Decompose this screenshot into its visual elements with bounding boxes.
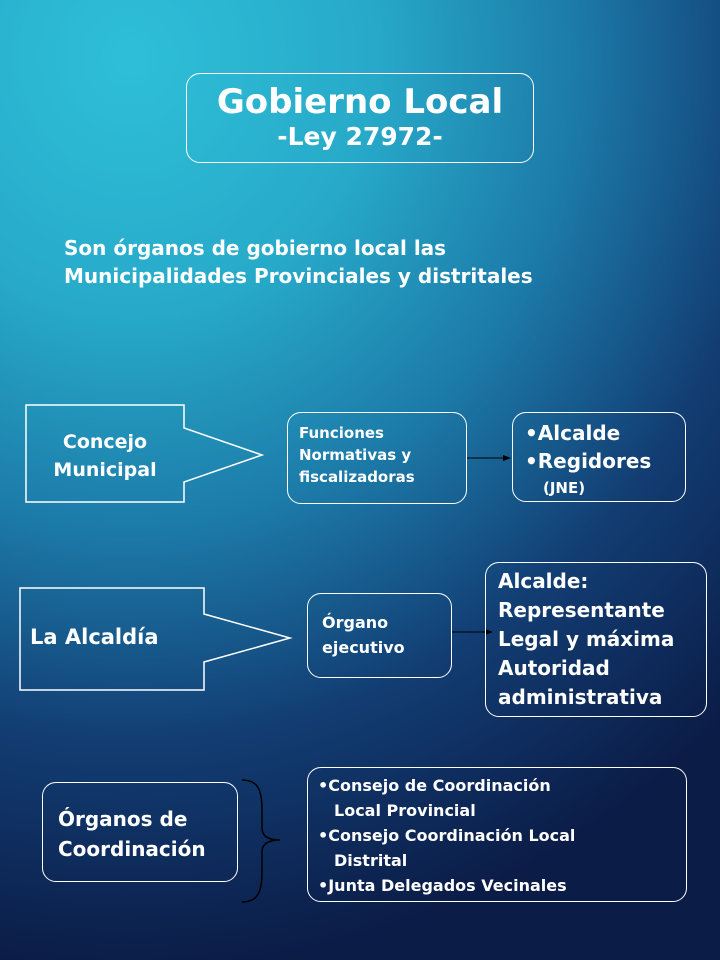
- alcalde-line-3: Legal y máxima: [498, 627, 675, 651]
- bullet-regidores: •Regidores: [525, 449, 652, 473]
- coordinacion-line-2: Coordinación: [58, 837, 206, 861]
- organos-coordinacion-box: [42, 782, 238, 882]
- alcalde-line-2: Representante: [498, 598, 665, 622]
- organo-line-1: Órgano: [322, 613, 389, 632]
- funciones-box: [287, 412, 467, 504]
- coordinacion-line-1: Órganos de: [58, 807, 188, 831]
- concejo-line-2: Municipal: [53, 459, 157, 481]
- funciones-line-2: Normativas y: [299, 446, 412, 464]
- page-subtitle: -Ley 27972-: [277, 122, 443, 151]
- organo-line-2: ejecutivo: [322, 638, 405, 657]
- alcalde-regidores-box: [512, 412, 686, 502]
- page-title: Gobierno Local: [216, 82, 504, 122]
- alcalde-line-4: Autoridad: [498, 656, 610, 680]
- alcalde-line-5: administrativa: [498, 685, 663, 709]
- item-consejo-distrital: •Consejo Coordinación Local: [318, 826, 576, 845]
- item-junta-delegados: •Junta Delegados Vecinales: [318, 876, 567, 895]
- concejo-line-1: Concejo: [62, 431, 148, 453]
- title-box: [186, 73, 534, 163]
- consejos-box: [307, 767, 687, 902]
- bullet-alcalde: •Alcalde: [525, 421, 621, 445]
- bracket-shape: [242, 780, 280, 902]
- intro-text: [64, 234, 684, 290]
- organo-ejecutivo-box: [307, 593, 452, 678]
- concejo-label: [30, 428, 180, 484]
- item-consejo-provincial-cont: Local Provincial: [334, 801, 476, 820]
- alcalde-line-1: Alcalde:: [498, 569, 589, 593]
- jne-note: (JNE): [543, 479, 586, 497]
- funciones-line-3: fiscalizadoras: [299, 468, 415, 486]
- item-consejo-distrital-cont: Distrital: [334, 851, 408, 870]
- intro-line-1: Son órganos de gobierno local las: [64, 236, 447, 260]
- funciones-line-1: Funciones: [299, 424, 384, 442]
- item-consejo-provincial: •Consejo de Coordinación: [318, 776, 551, 795]
- alcalde-representante-box: [485, 562, 707, 717]
- alcaldia-label: La Alcaldía: [30, 625, 159, 649]
- intro-line-2: Municipalidades Provinciales y distritales: [64, 264, 533, 288]
